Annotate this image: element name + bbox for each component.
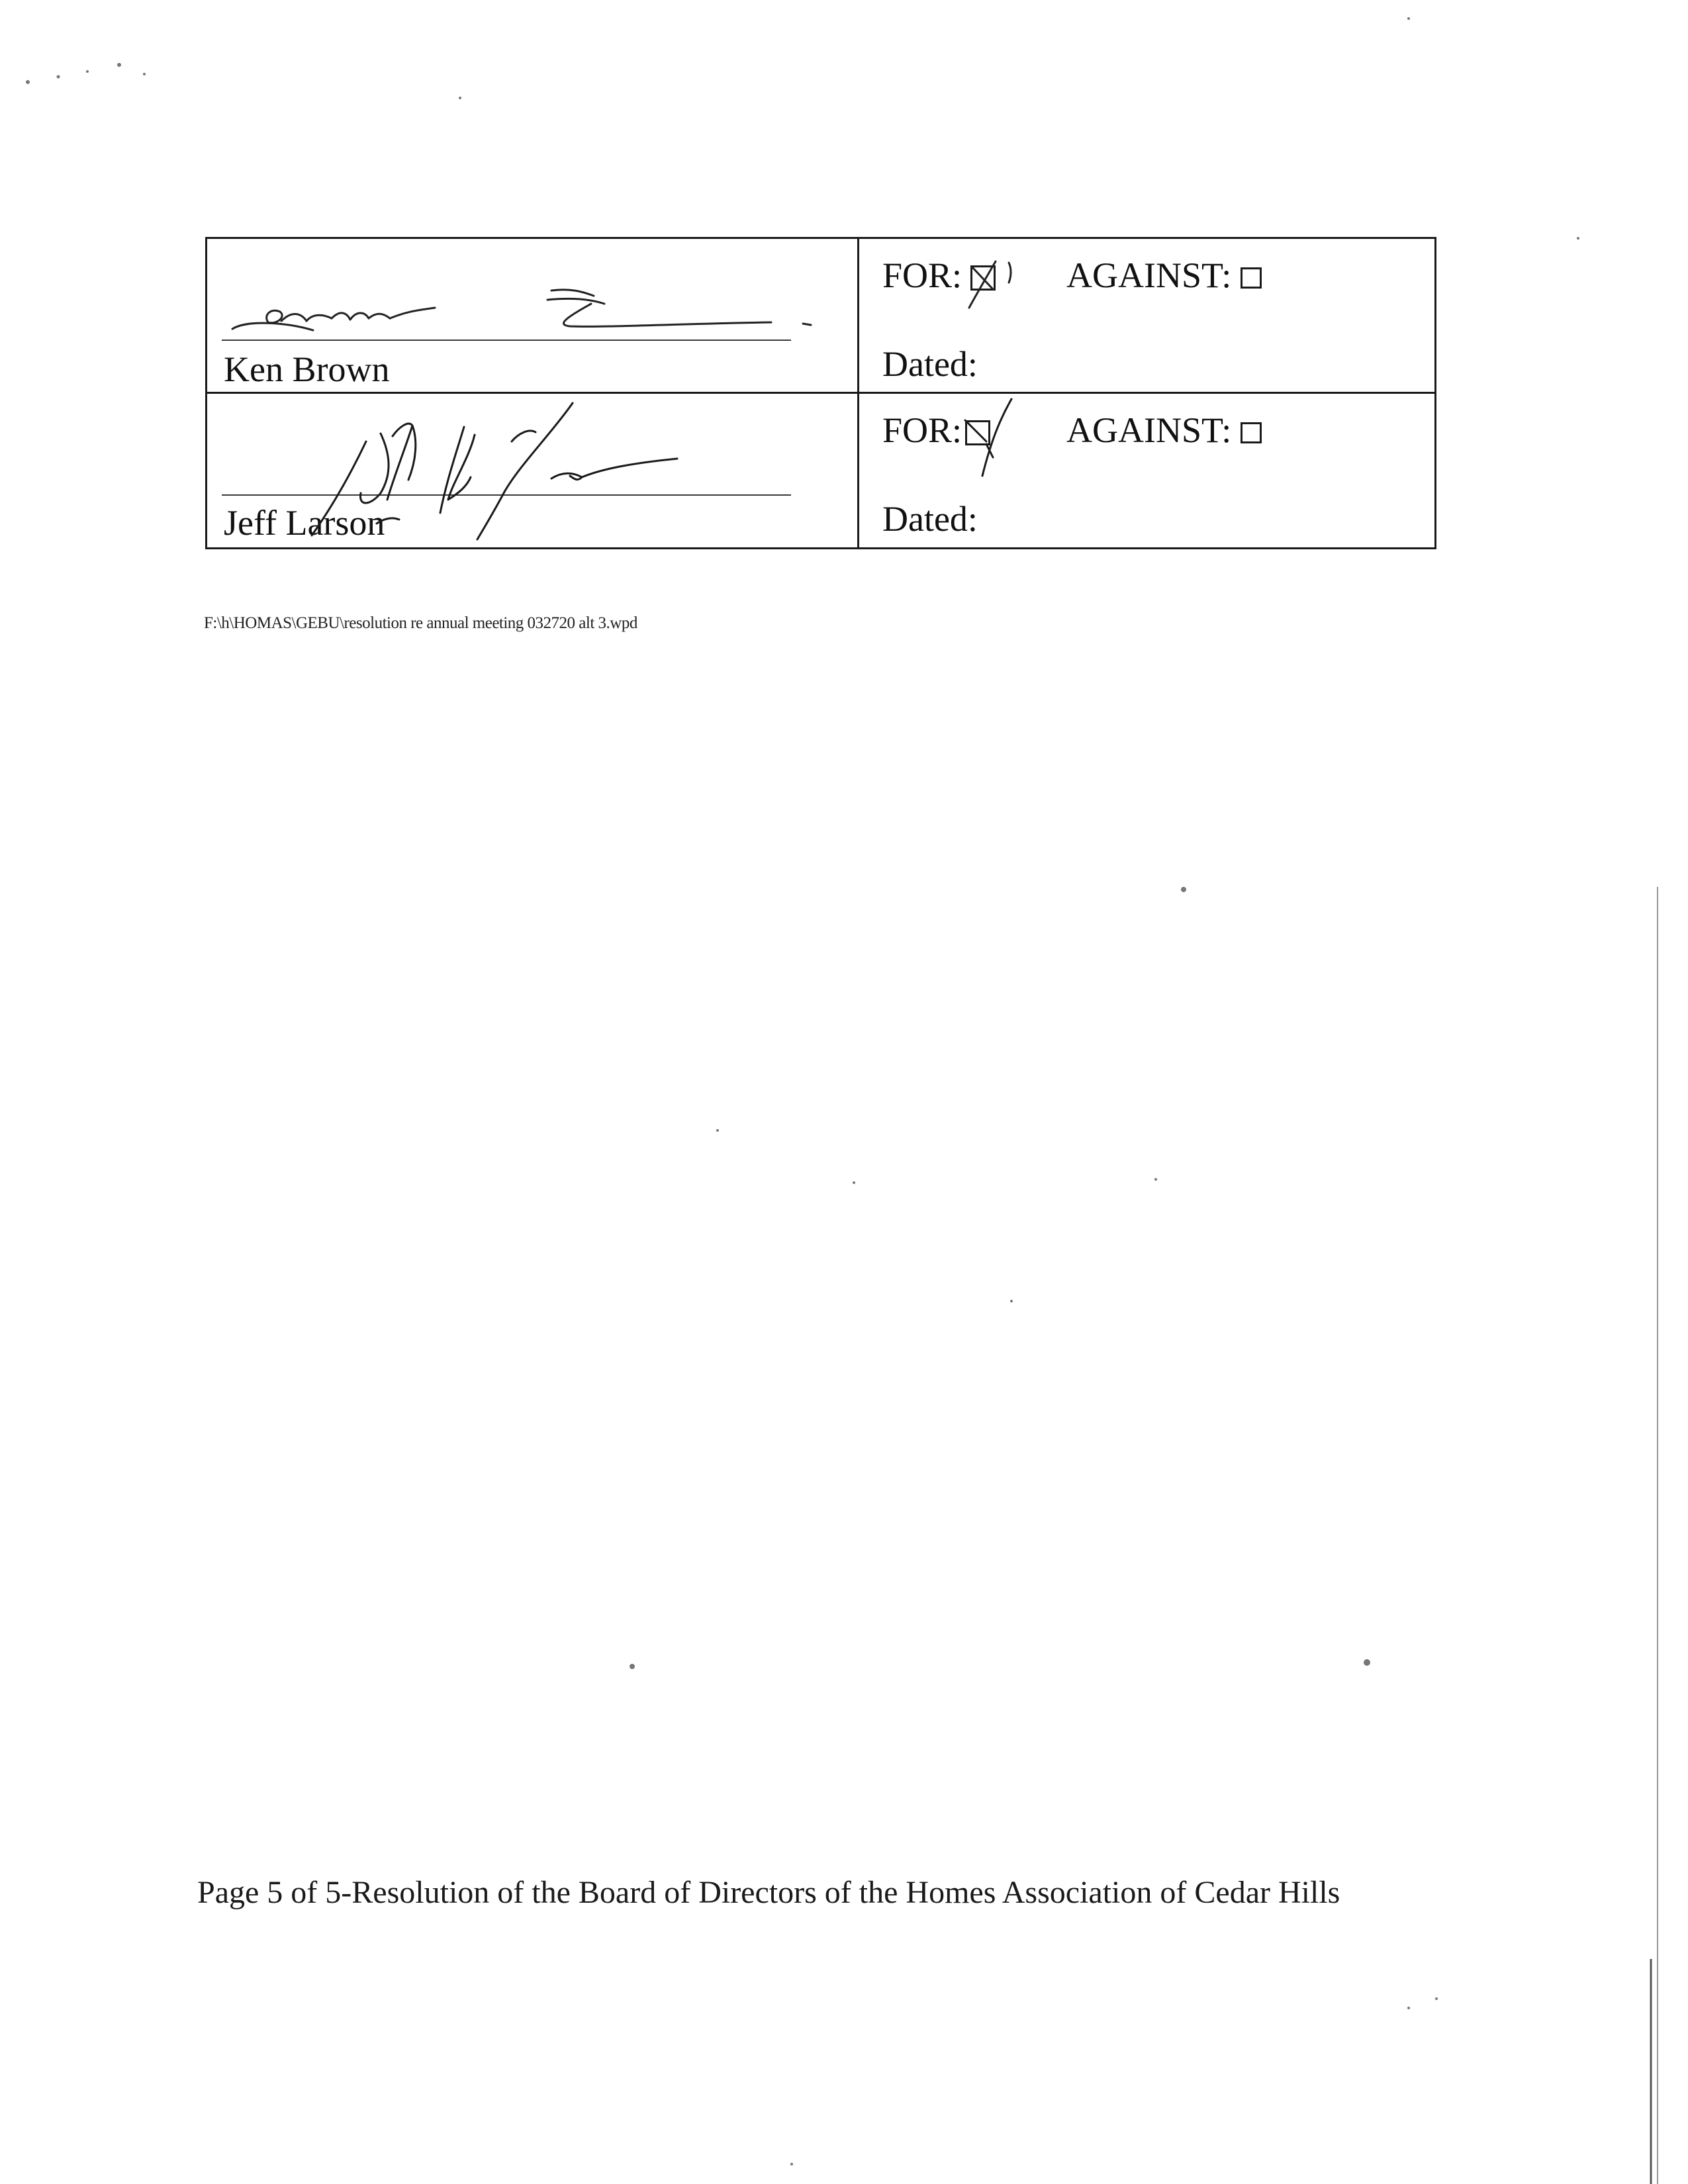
dated-label: Dated: — [882, 344, 978, 384]
vote-row — [207, 394, 1434, 547]
against-label: AGAINST: — [1066, 412, 1262, 448]
signature-cell — [207, 394, 859, 547]
page-footer: Page 5 of 5-Resolution of the Board of Directors of the Homes Association of Cedar Hills — [197, 1875, 1340, 1910]
for-label: FOR: — [882, 410, 962, 450]
vote-row — [207, 239, 1434, 394]
signature-line — [222, 340, 791, 341]
for-label: FOR: — [882, 255, 962, 295]
dated-label: Dated: — [882, 499, 978, 539]
against-checkbox[interactable] — [1241, 267, 1262, 289]
handwritten-x-mark — [945, 239, 1038, 332]
vote-cell — [859, 239, 1434, 392]
against-checkbox[interactable] — [1241, 422, 1262, 443]
vote-cell — [859, 394, 1434, 547]
file-path: F:\h\HOMAS\GEBU\resolution re annual meeting 032720 alt 3.wpd — [204, 614, 637, 632]
handwritten-x-mark — [945, 394, 1038, 486]
against-label: AGAINST: — [1066, 257, 1262, 293]
signature-cell — [207, 239, 859, 392]
vote-table — [205, 237, 1436, 549]
signer-name: Ken Brown — [224, 349, 390, 389]
signer-name: Jeff Larson — [224, 503, 385, 543]
handwritten-signature — [207, 394, 859, 546]
